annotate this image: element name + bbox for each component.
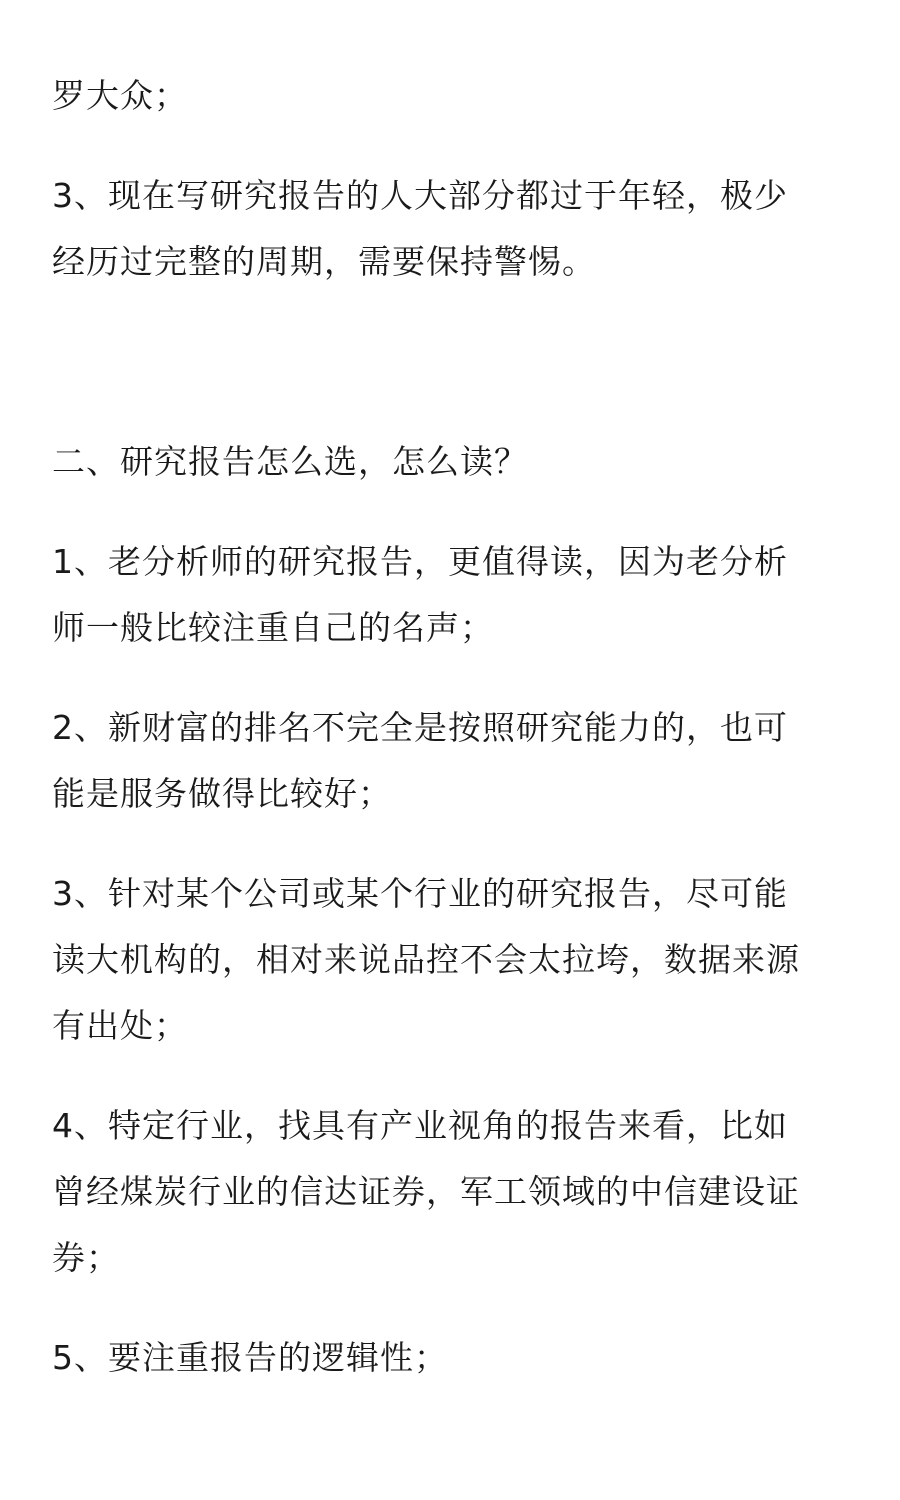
paragraph-point-5-logic: [52, 1325, 852, 1391]
text-line: 曾经煤炭行业的信达证券，军工领域的中信建设证: [52, 1172, 800, 1211]
paragraph-point-3-young-analysts: [52, 163, 852, 295]
text-line: 经历过完整的周期，需要保持警惕。: [52, 242, 596, 281]
article-body: [52, 63, 852, 1425]
text-line: 3、针对某个公司或某个行业的研究报告，尽可能: [52, 874, 788, 913]
text-line: 有出处；: [52, 1006, 188, 1045]
text-line: 2、新财富的排名不完全是按照研究能力的，也可: [52, 708, 788, 747]
paragraph-point-4-industry-perspective: [52, 1093, 852, 1291]
text-line: 师一般比较注重自己的名声；: [52, 608, 494, 647]
section-spacer: [52, 329, 852, 429]
text-line: 4、特定行业，找具有产业视角的报告来看，比如: [52, 1106, 788, 1145]
paragraph-point-3-large-institutions: [52, 861, 852, 1059]
text-line: 二、研究报告怎么选，怎么读？: [52, 442, 528, 481]
paragraph-continuation: [52, 63, 852, 129]
text-line: 5、要注重报告的逻辑性；: [52, 1338, 448, 1377]
paragraph-point-1-senior-analysts: [52, 529, 852, 661]
text-line: 能是服务做得比较好；: [52, 774, 392, 813]
text-line: 读大机构的，相对来说品控不会太拉垮，数据来源: [52, 940, 800, 979]
text-line: 3、现在写研究报告的人大部分都过于年轻，极少: [52, 176, 788, 215]
text-line: 1、老分析师的研究报告，更值得读，因为老分析: [52, 542, 788, 581]
text-line: 罗大众；: [52, 76, 188, 115]
section-heading-how-to-choose: [52, 429, 852, 495]
paragraph-point-2-new-fortune-ranking: [52, 695, 852, 827]
text-line: 券；: [52, 1238, 120, 1277]
